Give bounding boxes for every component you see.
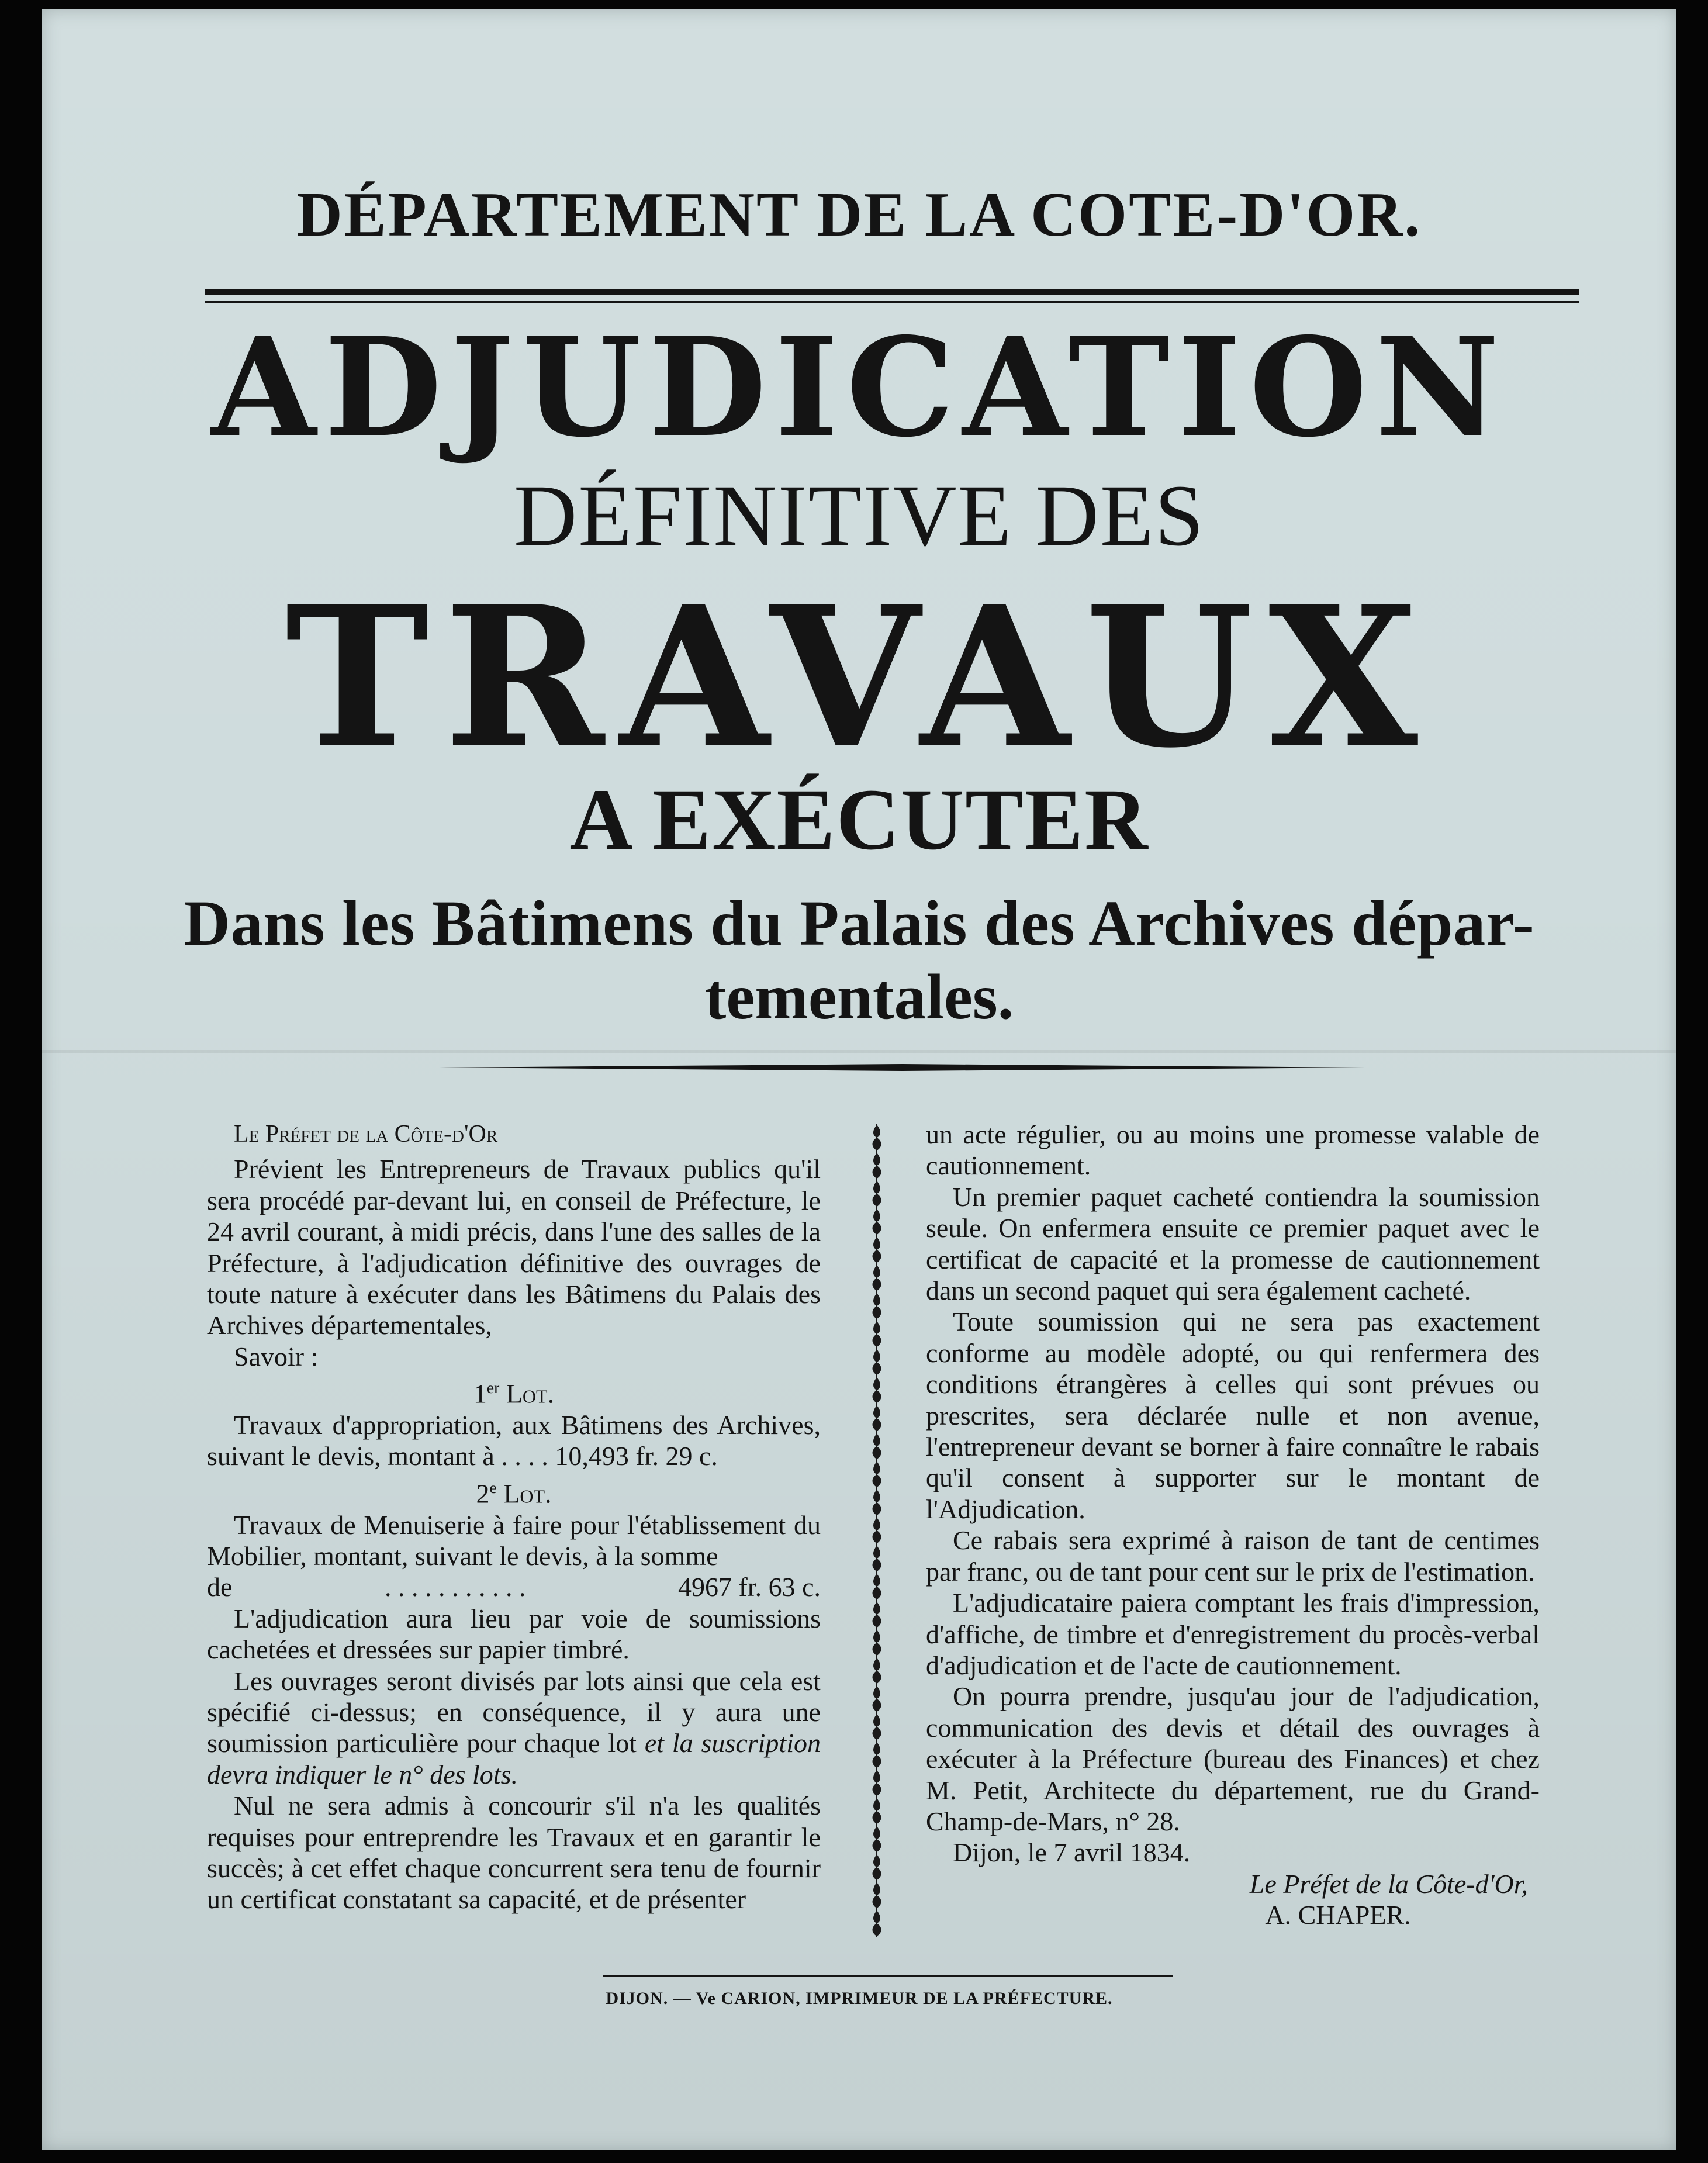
heading-rule: [205, 289, 1579, 303]
lot2-text: Travaux de Menuiserie à faire pour l'établissement du Mobilier, montant, suivant le devis, à la somme: [207, 1509, 821, 1571]
left-column: [207, 1119, 821, 1915]
adjudication-paragraph: L'adjudication aura lieu par voie de soumissions cachetées et dressées sur papier timbré.: [207, 1603, 821, 1665]
signature-name: A. CHAPER.: [1265, 1900, 1411, 1930]
title-adjudication: ADJUDICATION: [210, 307, 1508, 467]
poster-sheet: [42, 9, 1676, 2150]
right-para-3: Ce rabais sera exprimé à raison de tant de centimes par franc, ou de tant pour cent sur le prix de l'estimation.: [926, 1525, 1540, 1587]
prefect-heading: Le Préfet de la Côte-d'Or: [234, 1121, 498, 1148]
printer-imprint: DIJON. — Ve CARION, IMPRIMEUR DE LA PRÉFECTURE.: [606, 1989, 1113, 2008]
title-definitive: DÉFINITIVE DES: [513, 467, 1205, 564]
lot2-amount: 4967 fr. 63 c.: [677, 1572, 821, 1602]
title-a-executer: A EXÉCUTER: [569, 771, 1149, 868]
title-travaux: TRAVAUX: [285, 564, 1434, 790]
right-para-5: On pourra prendre, jusqu'au jour de l'adjudication, communication des devis et détail des ouvrages à exécuter à la Préfecture (bureau des Finances) et chez M. Petit, Architecte du département, rue du Grand-Champ-de-Mars, n° 28.: [926, 1681, 1540, 1836]
lot1-text: Travaux d'appropriation, aux Bâtimens des Archives, suivant le devis, montant à . . . . 10,493 fr. 29 c.: [207, 1409, 821, 1471]
right-para-4: L'adjudicataire paiera comptant les frais d'impression, d'affiche, de timbre et d'enregistrement du procès-verbal d'adjudication et de l'acte de cautionnement.: [926, 1588, 1540, 1680]
right-para-2: Toute soumission qui ne sera pas exactement conforme au modèle adopté, ou qui renfermera des conditions étrangères à celles qui sont prévues ou prescrites, sera déclarée nulle et non avenue, l'entrepreneur devant se borner à faire connaître le rabais qu'il consent à supporter sur le montant de l'Adjudication.: [926, 1307, 1540, 1524]
department-heading: DÉPARTEMENT DE LA COTE-D'OR.: [296, 180, 1422, 250]
right-column: [926, 1119, 1540, 1931]
tapered-rule: [440, 1064, 1365, 1071]
savoir-label: Savoir :: [234, 1341, 319, 1371]
ornamental-divider: [865, 1124, 888, 1937]
admission-paragraph: Nul ne sera admis à concourir s'il n'a les qualités requises pour entreprendre les Travaux et en garantir le succès; à cet effet chaque concurrent sera tenu de fournir un certificat constatant sa capacité, et de présenter: [207, 1791, 821, 1915]
date-line: Dijon, le 7 avril 1834.: [953, 1837, 1191, 1868]
fold-line: [42, 1050, 1676, 1053]
signature-title: Le Préfet de la Côte-d'Or,: [1249, 1868, 1528, 1899]
lot1-heading: 1er Lot.: [473, 1378, 555, 1409]
footer-rule: [603, 1975, 1173, 1977]
right-para-0: un acte régulier, ou au moins une promesse valable de cautionnement.: [926, 1119, 1540, 1181]
intro-paragraph: Prévient les Entrepreneurs de Travaux publics qu'il sera procédé par-devant lui, en conseil de Préfecture, le 24 avril courant, à midi précis, dans l'une des salles de la Préfecture, à l'adjudication définitive des ouvrages de toute nature à exécuter dans les Bâtimens du Palais des Archives départementales,: [207, 1154, 821, 1340]
lots-paragraph: Les ouvrages seront divisés par lots ainsi que cela est spécifié ci-dessus; en conséquence, il y aura une soumission particulière pour chaque lot et la suscription devra indiquer le n° des lots.: [207, 1666, 821, 1789]
lot1-amount: 10,493 fr. 29 c.: [555, 1441, 718, 1471]
subtitle-line-1: Dans les Bâtimens du Palais des Archives dépar-: [184, 887, 1535, 959]
lot2-heading: 2e Lot.: [476, 1478, 552, 1509]
subtitle-line-2: tementales.: [704, 961, 1014, 1032]
right-para-1: Un premier paquet cacheté contiendra la soumission seule. On enfermera ensuite ce premier paquet avec le certificat de capacité et la promesse de cautionnement dans un second paquet qui sera également cacheté.: [926, 1181, 1540, 1306]
lot2-amount-row: de . . . . . . . . . . . 4967 fr. 63 c.: [207, 1572, 821, 1602]
